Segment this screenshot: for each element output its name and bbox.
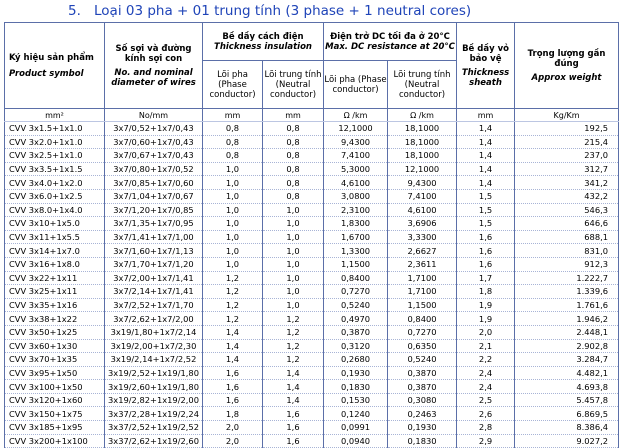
cell-resistance-phase: 5,3000: [324, 162, 388, 176]
table-row: [5, 393, 619, 407]
cell-insulation-neutral: 1,2: [263, 353, 324, 367]
cell-resistance-phase: 0,5240: [324, 298, 388, 312]
cell-resistance-phase: 0,3870: [324, 325, 388, 339]
cell-resistance-phase: 12,1000: [324, 122, 388, 136]
table-row: [5, 203, 619, 217]
cell-weight: 912,3: [515, 257, 619, 271]
cell-sheath: 2,2: [457, 353, 515, 367]
table-row: [5, 421, 619, 435]
cell-product-symbol: CVV 3x14+1x7.0: [5, 244, 105, 258]
header-insulation-neutral: Lõi trung tính (Neutral conductor): [263, 61, 324, 109]
cell-insulation-phase: 0,8: [203, 135, 263, 149]
cell-product-symbol: CVV 3x185+1x95: [5, 421, 105, 435]
table-row: [5, 380, 619, 394]
cell-resistance-phase: 0,2680: [324, 353, 388, 367]
cell-sheath: 2,1: [457, 339, 515, 353]
cell-wires: 3x19/2,14+1x7/2,52: [105, 353, 203, 367]
cell-product-symbol: CVV 3x38+1x22: [5, 312, 105, 326]
cell-sheath: 1,4: [457, 162, 515, 176]
cell-resistance-neutral: 0,2463: [388, 407, 457, 421]
cell-resistance-neutral: 18,1000: [388, 149, 457, 163]
cell-resistance-neutral: 18,1000: [388, 122, 457, 136]
cell-wires: 3x19/2,60+1x19/1,80: [105, 380, 203, 394]
table-row: [5, 122, 619, 136]
unit-cell: mm: [203, 109, 263, 122]
table-row: [5, 407, 619, 421]
table-row: [5, 244, 619, 258]
table-row: [5, 176, 619, 190]
cell-wires: 3x7/1,20+1x7/0,85: [105, 203, 203, 217]
cell-insulation-neutral: 0,8: [263, 162, 324, 176]
cell-resistance-neutral: 1,1500: [388, 298, 457, 312]
cell-insulation-neutral: 1,4: [263, 366, 324, 380]
cell-resistance-phase: 0,3120: [324, 339, 388, 353]
cell-weight: 646,6: [515, 217, 619, 231]
table-row: [5, 312, 619, 326]
cell-sheath: 2,6: [457, 407, 515, 421]
cell-insulation-neutral: 1,0: [263, 217, 324, 231]
cell-wires: 3x37/2,62+1x19/2,60: [105, 434, 203, 448]
cell-sheath: 2,9: [457, 434, 515, 448]
cell-wires: 3x19/1,80+1x7/2,14: [105, 325, 203, 339]
cell-resistance-neutral: 0,7270: [388, 325, 457, 339]
cell-insulation-phase: 1,0: [203, 217, 263, 231]
cell-weight: 6.869,5: [515, 407, 619, 421]
cell-wires: 3x7/0,52+1x7/0,43: [105, 122, 203, 136]
cell-resistance-neutral: 0,3870: [388, 366, 457, 380]
cell-insulation-phase: 1,4: [203, 353, 263, 367]
header-insulation-phase: Lõi pha (Phase conductor): [203, 61, 263, 109]
unit-cell: Kg/Km: [515, 109, 619, 122]
cell-resistance-phase: 0,4970: [324, 312, 388, 326]
cell-product-symbol: CVV 3x120+1x60: [5, 393, 105, 407]
cell-sheath: 1,5: [457, 189, 515, 203]
cell-sheath: 2,8: [457, 421, 515, 435]
cell-wires: 3x19/2,82+1x19/2,00: [105, 393, 203, 407]
cell-insulation-neutral: 1,0: [263, 298, 324, 312]
cell-resistance-neutral: 1,7100: [388, 271, 457, 285]
cell-weight: 2.902,8: [515, 339, 619, 353]
cell-sheath: 1,4: [457, 135, 515, 149]
cell-product-symbol: CVV 3x150+1x75: [5, 407, 105, 421]
cell-weight: 215,4: [515, 135, 619, 149]
cell-product-symbol: CVV 3x70+1x35: [5, 353, 105, 367]
cell-sheath: 1,6: [457, 244, 515, 258]
table-row: [5, 285, 619, 299]
table-row: [5, 325, 619, 339]
table-row: [5, 339, 619, 353]
cell-sheath: 1,6: [457, 257, 515, 271]
cell-sheath: 1,4: [457, 149, 515, 163]
cell-wires: 3x7/2,00+1x7/1,41: [105, 271, 203, 285]
cell-product-symbol: CVV 3x50+1x25: [5, 325, 105, 339]
cell-weight: 192,5: [515, 122, 619, 136]
cell-wires: 3x7/2,52+1x7/1,70: [105, 298, 203, 312]
cell-resistance-phase: 0,7270: [324, 285, 388, 299]
cell-insulation-phase: 1,0: [203, 244, 263, 258]
cell-insulation-phase: 1,4: [203, 325, 263, 339]
cell-weight: 546,3: [515, 203, 619, 217]
table-row: [5, 366, 619, 380]
cell-wires: 3x7/0,67+1x7/0,43: [105, 149, 203, 163]
header-wires: Số sợi và đường kính sợi con No. and nominal diameter of wires: [105, 23, 203, 109]
cell-insulation-phase: 1,2: [203, 285, 263, 299]
table-row: [5, 189, 619, 203]
section-number: 5.: [68, 3, 81, 19]
header-resistance: Điện trở DC tối đa ở 20°C Max. DC resistance at 20°C: [324, 23, 457, 61]
header-sheath: Bề dầy vỏ bảo vệ Thickness sheath: [457, 23, 515, 109]
cell-resistance-phase: 0,0991: [324, 421, 388, 435]
cell-product-symbol: CVV 3x1.5+1x1.0: [5, 122, 105, 136]
cell-insulation-neutral: 1,2: [263, 339, 324, 353]
cell-weight: 831,0: [515, 244, 619, 258]
cell-sheath: 2,0: [457, 325, 515, 339]
cell-weight: 237,0: [515, 149, 619, 163]
cell-wires: 3x19/2,00+1x7/2,30: [105, 339, 203, 353]
cell-product-symbol: CVV 3x35+1x16: [5, 298, 105, 312]
header-product-symbol: Ký hiệu sản phẩm Product symbol: [5, 23, 105, 109]
cell-wires: 3x7/1,41+1x7/1,00: [105, 230, 203, 244]
cell-product-symbol: CVV 3x2.0+1x1.0: [5, 135, 105, 149]
cell-resistance-neutral: 3,6906: [388, 217, 457, 231]
cell-insulation-phase: 1,0: [203, 176, 263, 190]
cell-wires: 3x37/2,52+1x19/2,52: [105, 421, 203, 435]
cell-weight: 8.386,4: [515, 421, 619, 435]
cell-resistance-neutral: 1,7100: [388, 285, 457, 299]
cell-insulation-phase: 2,0: [203, 434, 263, 448]
cell-insulation-phase: 1,6: [203, 380, 263, 394]
cell-product-symbol: CVV 3x16+1x8.0: [5, 257, 105, 271]
unit-cell: Ω /km: [324, 109, 388, 122]
cell-resistance-neutral: 0,5240: [388, 353, 457, 367]
cell-resistance-neutral: 0,3870: [388, 380, 457, 394]
cell-insulation-phase: 1,4: [203, 339, 263, 353]
cell-weight: 688,1: [515, 230, 619, 244]
cell-insulation-phase: 1,0: [203, 203, 263, 217]
cell-resistance-phase: 1,6700: [324, 230, 388, 244]
cell-resistance-neutral: 4,6100: [388, 203, 457, 217]
cell-sheath: 1,4: [457, 122, 515, 136]
cell-weight: 432,2: [515, 189, 619, 203]
cell-insulation-phase: 1,8: [203, 407, 263, 421]
cell-sheath: 1,9: [457, 312, 515, 326]
cell-resistance-neutral: 0,1930: [388, 421, 457, 435]
cell-product-symbol: CVV 3x200+1x100: [5, 434, 105, 448]
cell-resistance-neutral: 12,1000: [388, 162, 457, 176]
cell-resistance-neutral: 7,4100: [388, 189, 457, 203]
cell-wires: 3x7/2,62+1x7/2,00: [105, 312, 203, 326]
cell-weight: 1.222,7: [515, 271, 619, 285]
table-row: [5, 298, 619, 312]
cell-sheath: 1,5: [457, 203, 515, 217]
unit-cell: mm: [457, 109, 515, 122]
table-row: [5, 135, 619, 149]
section-title-text: Loại 03 pha + 01 trung tính (3 phase + 1 neutral cores): [94, 3, 472, 19]
table-row: [5, 149, 619, 163]
cell-sheath: 2,4: [457, 366, 515, 380]
cell-product-symbol: CVV 3x100+1x50: [5, 380, 105, 394]
cell-insulation-neutral: 1,6: [263, 407, 324, 421]
cell-product-symbol: CVV 3x6.0+1x2.5: [5, 189, 105, 203]
cell-sheath: 1,7: [457, 271, 515, 285]
cell-insulation-phase: 0,8: [203, 149, 263, 163]
section-title: [0, 0, 620, 22]
cell-sheath: 1,6: [457, 230, 515, 244]
cell-insulation-phase: 1,2: [203, 312, 263, 326]
cell-insulation-neutral: 1,4: [263, 380, 324, 394]
cell-wires: 3x7/2,14+1x7/1,41: [105, 285, 203, 299]
cell-insulation-neutral: 1,6: [263, 434, 324, 448]
cell-resistance-neutral: 0,6350: [388, 339, 457, 353]
cell-insulation-neutral: 1,6: [263, 421, 324, 435]
cell-resistance-neutral: 3,3300: [388, 230, 457, 244]
cell-insulation-neutral: 1,0: [263, 285, 324, 299]
cell-insulation-neutral: 0,8: [263, 135, 324, 149]
cell-insulation-phase: 1,2: [203, 298, 263, 312]
table-row: [5, 217, 619, 231]
cell-wires: 3x7/1,60+1x7/1,13: [105, 244, 203, 258]
cell-resistance-phase: 1,3300: [324, 244, 388, 258]
cell-resistance-phase: 4,6100: [324, 176, 388, 190]
cell-resistance-phase: 3,0800: [324, 189, 388, 203]
cell-product-symbol: CVV 3x10+1x5.0: [5, 217, 105, 231]
cell-resistance-phase: 0,1530: [324, 393, 388, 407]
cell-resistance-phase: 0,1240: [324, 407, 388, 421]
cell-sheath: 1,5: [457, 217, 515, 231]
cell-product-symbol: CVV 3x3.5+1x1.5: [5, 162, 105, 176]
table-row: [5, 162, 619, 176]
cell-insulation-phase: 1,6: [203, 366, 263, 380]
unit-cell: mm²: [5, 109, 105, 122]
cell-insulation-neutral: 1,0: [263, 203, 324, 217]
cell-insulation-phase: 1,0: [203, 189, 263, 203]
unit-cell: No/mm: [105, 109, 203, 122]
cell-insulation-neutral: 1,0: [263, 271, 324, 285]
cell-resistance-neutral: 0,8400: [388, 312, 457, 326]
cell-insulation-phase: 0,8: [203, 122, 263, 136]
table-row: [5, 271, 619, 285]
cell-resistance-neutral: 0,1830: [388, 434, 457, 448]
unit-cell: mm: [263, 109, 324, 122]
cell-product-symbol: CVV 3x8.0+1x4.0: [5, 203, 105, 217]
cell-sheath: 1,9: [457, 298, 515, 312]
cell-resistance-phase: 9,4300: [324, 135, 388, 149]
cell-wires: 3x37/2,28+1x19/2,24: [105, 407, 203, 421]
cell-resistance-phase: 1,8300: [324, 217, 388, 231]
table-row: [5, 257, 619, 271]
cell-sheath: 2,4: [457, 380, 515, 394]
cable-spec-table: [4, 22, 619, 448]
units-row: [5, 109, 619, 122]
cell-wires: 3x19/2,52+1x19/1,80: [105, 366, 203, 380]
cell-weight: 1.339,6: [515, 285, 619, 299]
cell-product-symbol: CVV 3x11+1x5.5: [5, 230, 105, 244]
cell-product-symbol: CVV 3x60+1x30: [5, 339, 105, 353]
cell-wires: 3x7/0,60+1x7/0,43: [105, 135, 203, 149]
cell-resistance-phase: 0,1830: [324, 380, 388, 394]
cell-wires: 3x7/1,70+1x7/1,20: [105, 257, 203, 271]
header-weight: Trọng lượng gần đúng Approx weight: [515, 23, 619, 109]
cell-sheath: 2,5: [457, 393, 515, 407]
cell-wires: 3x7/0,80+1x7/0,52: [105, 162, 203, 176]
cell-insulation-neutral: 0,8: [263, 176, 324, 190]
cell-insulation-phase: 1,0: [203, 257, 263, 271]
cell-insulation-neutral: 1,0: [263, 244, 324, 258]
cell-insulation-phase: 1,0: [203, 230, 263, 244]
cell-sheath: 1,4: [457, 176, 515, 190]
cell-insulation-phase: 1,6: [203, 393, 263, 407]
cell-resistance-neutral: 2,3611: [388, 257, 457, 271]
cell-weight: 3.284,7: [515, 353, 619, 367]
cell-weight: 341,2: [515, 176, 619, 190]
cell-resistance-phase: 0,0940: [324, 434, 388, 448]
table-row: [5, 353, 619, 367]
cell-wires: 3x7/1,04+1x7/0,67: [105, 189, 203, 203]
cell-wires: 3x7/1,35+1x7/0,95: [105, 217, 203, 231]
cell-product-symbol: CVV 3x4.0+1x2.0: [5, 176, 105, 190]
cell-insulation-neutral: 0,8: [263, 149, 324, 163]
table-row: [5, 230, 619, 244]
cell-weight: 2.448,1: [515, 325, 619, 339]
cell-weight: 4.482,1: [515, 366, 619, 380]
cell-sheath: 1,8: [457, 285, 515, 299]
cell-resistance-neutral: 2,6627: [388, 244, 457, 258]
cell-resistance-neutral: 0,3080: [388, 393, 457, 407]
cell-weight: 4.693,8: [515, 380, 619, 394]
unit-cell: Ω /km: [388, 109, 457, 122]
cell-weight: 1.761,6: [515, 298, 619, 312]
cell-resistance-phase: 1,1500: [324, 257, 388, 271]
cell-insulation-phase: 2,0: [203, 421, 263, 435]
cell-product-symbol: CVV 3x22+1x11: [5, 271, 105, 285]
cell-resistance-neutral: 18,1000: [388, 135, 457, 149]
cell-resistance-phase: 0,8400: [324, 271, 388, 285]
cell-insulation-neutral: 1,0: [263, 230, 324, 244]
cell-weight: 5.457,8: [515, 393, 619, 407]
header-resistance-neutral: Lõi trung tính (Neutral conductor): [388, 61, 457, 109]
cell-resistance-phase: 2,3100: [324, 203, 388, 217]
cell-weight: 312,7: [515, 162, 619, 176]
cell-insulation-neutral: 1,0: [263, 257, 324, 271]
cell-insulation-phase: 1,0: [203, 162, 263, 176]
table-row: [5, 434, 619, 448]
header-resistance-phase: Lõi pha (Phase conductor): [324, 61, 388, 109]
cell-insulation-neutral: 0,8: [263, 122, 324, 136]
cell-product-symbol: CVV 3x95+1x50: [5, 366, 105, 380]
cell-resistance-phase: 0,1930: [324, 366, 388, 380]
cell-insulation-neutral: 1,4: [263, 393, 324, 407]
cell-insulation-neutral: 1,2: [263, 325, 324, 339]
cell-resistance-phase: 7,4100: [324, 149, 388, 163]
cell-wires: 3x7/0,85+1x7/0,60: [105, 176, 203, 190]
cell-product-symbol: CVV 3x2.5+1x1.0: [5, 149, 105, 163]
cell-resistance-neutral: 9,4300: [388, 176, 457, 190]
header-insulation: Bề dầy cách điện Thickness insulation: [203, 23, 324, 61]
cell-weight: 1.946,2: [515, 312, 619, 326]
cell-weight: 9.027,2: [515, 434, 619, 448]
cell-insulation-neutral: 0,8: [263, 189, 324, 203]
cell-product-symbol: CVV 3x25+1x11: [5, 285, 105, 299]
cell-insulation-phase: 1,2: [203, 271, 263, 285]
cell-insulation-neutral: 1,2: [263, 312, 324, 326]
